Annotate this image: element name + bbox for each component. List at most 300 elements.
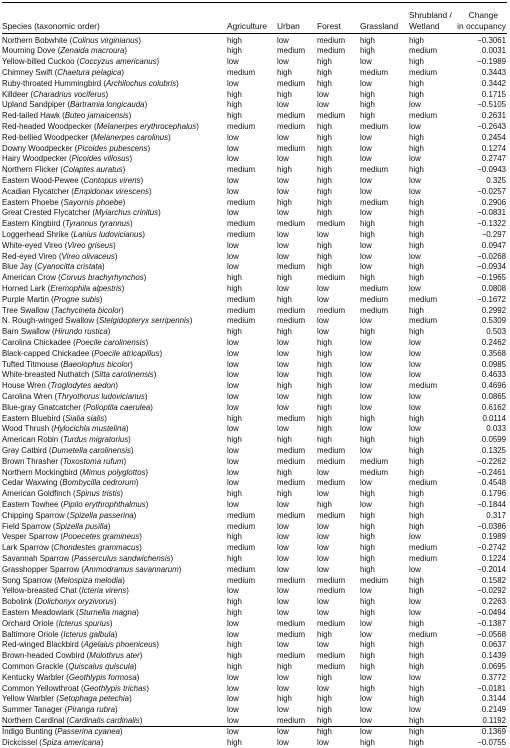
cell-change: 0.0031 [482,46,506,57]
cell-urban: medium [277,478,305,489]
species-name: Vesper Sparrow (Pooecetes gramineus) [2,532,142,543]
cell-grassland: high [360,522,375,533]
table-row [0,295,510,306]
scientific-name: Stelgidopteryx serripennis [99,316,190,325]
cell-agriculture: high [227,554,242,565]
cell-grassland: medium [360,306,388,317]
table-row [0,673,510,684]
scientific-name: Melospiza melodia [57,576,122,585]
scientific-name: Bartramia longicauda [70,100,145,109]
cell-urban: low [277,154,289,165]
cell-agriculture: high [227,46,242,57]
table-row [0,424,510,435]
cell-change: 0.1989 [482,532,506,543]
cell-agriculture: high [227,414,242,425]
scientific-name: Baeolophus bicolor [63,360,130,369]
common-name: Eastern Bluebird [2,414,60,423]
common-name: Orchard Oriole [2,619,54,628]
table-row [0,500,510,511]
cell-urban: low [277,727,289,738]
cell-agriculture: low [227,262,239,273]
species-name: Savannah Sparrow (Passerculus sandwichensis) [2,554,173,565]
cell-grassland: low [360,586,372,597]
table-row [0,684,510,695]
cell-shrubland-wetland: low [409,284,421,295]
scientific-name: Cardinalis cardinalis [69,716,140,725]
table-row [0,468,510,479]
cell-grassland: low [360,252,372,263]
cell-agriculture: low [227,684,239,695]
cell-change: 0.3442 [482,79,506,90]
cell-urban: low [277,554,289,565]
common-name: N. Rough-winged Swallow [2,316,94,325]
common-name: Wood Thrush [2,424,49,433]
cell-change: −0.2643 [477,122,506,133]
cell-urban: low [277,673,289,684]
common-name: Black-capped Chickadee [2,349,89,358]
cell-urban: low [277,705,289,716]
table-row [0,554,510,565]
header-change: Change [469,10,498,20]
cell-urban: low [277,543,289,554]
cell-shrubland-wetland: high [409,435,424,446]
scientific-name: Picoides pubescens [77,144,147,153]
cell-change: 0.2906 [482,198,506,209]
cell-grassland: high [360,230,375,241]
common-name: Kentucky Warbler [2,673,64,682]
cell-forest: high [317,262,332,273]
cell-forest: medium [317,219,345,230]
cell-grassland: low [360,381,372,392]
cell-shrubland-wetland: medium [409,316,437,327]
cell-forest: medium [317,511,345,522]
species-name: Brown-headed Cowbird (Molothrus ater) [2,651,142,662]
species-name: Bobolink (Dolichonyx oryzivorus) [2,597,117,608]
cell-grassland: low [360,424,372,435]
cell-shrubland-wetland: high [409,586,424,597]
cell-shrubland-wetland: low [409,122,421,133]
cell-urban: medium [277,414,305,425]
cell-forest: medium [317,576,345,587]
table-row [0,727,510,738]
cell-urban: medium [277,511,305,522]
scientific-name: Sayornis phoebe [63,198,122,207]
common-name: Red-winged Blackbird [2,640,79,649]
cell-agriculture: low [227,338,239,349]
cell-agriculture: medium [227,522,255,533]
scientific-name: Sitta carolinensis [94,370,154,379]
species-name: Blue-gray Gnatcatcher (Polioptila caerulea) [2,403,153,414]
cell-agriculture: low [227,381,239,392]
species-name: Eastern Wood-Pewee (Contopus virens) [2,176,143,187]
cell-shrubland-wetland: high [409,219,424,230]
species-name: Chipping Sparrow (Spizella passerina) [2,511,136,522]
cell-shrubland-wetland: medium [409,46,437,57]
cell-grassland: low [360,673,372,684]
cell-urban: medium [277,306,305,317]
cell-shrubland-wetland: medium [409,630,437,641]
table-row [0,532,510,543]
cell-shrubland-wetland: high [409,457,424,468]
cell-change: 0.033 [486,424,506,435]
cell-grassland: low [360,694,372,705]
scientific-name: Sturnella magna [79,608,136,617]
cell-grassland: high [360,684,375,695]
cell-change: 0.325 [486,176,506,187]
cell-agriculture: low [227,500,239,511]
cell-change: 0.4633 [482,370,506,381]
cell-forest: high [317,424,332,435]
cell-grassland: high [360,489,375,500]
cell-agriculture: medium [227,198,255,209]
scientific-name: Passerina cyanea [57,727,120,736]
species-name: Purple Martin (Progne subis) [2,295,102,306]
species-name: Tree Swallow (Tachycineta bicolor) [2,306,124,317]
cell-urban: high [277,90,292,101]
common-name: Baltimore Oriole [2,630,59,639]
cell-grassland: low [360,446,372,457]
cell-forest: high [317,241,332,252]
cell-shrubland-wetland: high [409,165,424,176]
cell-change: 0.3772 [482,673,506,684]
cell-change: 0.2149 [482,705,506,716]
cell-change: 0.2992 [482,306,506,317]
scientific-name: Mimus polyglottos [82,468,145,477]
scientific-name: Tachycineta bicolor [54,306,121,315]
cell-urban: medium [277,111,305,122]
cell-forest: medium [317,586,345,597]
cell-urban: low [277,403,289,414]
cell-shrubland-wetland: high [409,90,424,101]
species-name: Eastern Towhee (Pipilo erythrophthalmus) [2,500,148,511]
table-row [0,252,510,263]
cell-agriculture: medium [227,316,255,327]
species-name: Northern Flicker (Colaptes auratus) [2,165,125,176]
species-name: House Wren (Troglodytes aedon) [2,381,118,392]
common-name: American Goldfinch [2,489,71,498]
cell-change: 0.4696 [482,381,506,392]
cell-grassland: high [360,414,375,425]
cell-urban: low [277,230,289,241]
table-row [0,176,510,187]
common-name: Red-headed Woodpecker [2,122,92,131]
species-name: Barn Swallow (Hirundo rustica) [2,327,110,338]
scientific-name: Sialia sialis [65,414,104,423]
common-name: Upland Sandpiper [2,100,65,109]
common-name: Lark Sparrow [2,543,49,552]
scientific-name: Buteo jamaicensis [65,111,129,120]
table-row [0,273,510,284]
cell-shrubland-wetland: high [409,694,424,705]
cell-grassland: low [360,370,372,381]
cell-forest: low [317,489,329,500]
scientific-name: Molothrus ater [89,651,139,660]
cell-grassland: low [360,208,372,219]
common-name: Carolina Chickadee [2,338,71,347]
cell-change: −0.0386 [477,522,506,533]
cell-grassland: high [360,662,375,673]
cell-urban: medium [277,79,305,90]
cell-agriculture: low [227,619,239,630]
scientific-name: Poecile carolinensis [76,338,146,347]
cell-change: 0.1224 [482,554,506,565]
common-name: Northern Flicker [2,165,58,174]
cell-grassland: low [360,478,372,489]
cell-forest: medium [317,306,345,317]
cell-forest: medium [317,111,345,122]
cell-agriculture: high [227,597,242,608]
cell-forest: medium [317,46,345,57]
cell-agriculture: low [227,392,239,403]
cell-grassland: low [360,187,372,198]
cell-urban: high [277,489,292,500]
cell-forest: low [317,738,329,748]
table-row [0,111,510,122]
cell-agriculture: high [227,662,242,673]
species-name: Black-capped Chickadee (Poecile atricapillus) [2,349,162,360]
cell-agriculture: high [227,608,242,619]
table-row [0,392,510,403]
scientific-name: Dumetella carolinensis [52,446,131,455]
cell-grassland: medium [360,295,388,306]
cell-change: 0.1439 [482,651,506,662]
cell-grassland: medium [360,68,388,79]
cell-change: 0.0637 [482,640,506,651]
cell-shrubland-wetland: low [409,392,421,403]
cell-forest: low [317,327,329,338]
common-name: Chipping Sparrow [2,511,65,520]
common-name: Savannah Sparrow [2,554,69,563]
cell-urban: low [277,500,289,511]
scientific-name: Melanerpes carolinus [93,133,168,142]
scientific-name: Troglodytes aedon [51,381,116,390]
cell-agriculture: low [227,144,239,155]
cell-grassland: high [360,543,375,554]
cell-forest: low [317,468,329,479]
cell-shrubland-wetland: high [409,446,424,457]
cell-forest: high [317,694,332,705]
cell-grassland: low [360,727,372,738]
cell-agriculture: high [227,651,242,662]
cell-grassland: low [360,176,372,187]
species-name: Kentucky Warbler (Geothlypis formosa) [2,673,139,684]
cell-urban: low [277,360,289,371]
species-name: Carolina Chickadee (Poecile carolinensis) [2,338,148,349]
common-name: Tufted Titmouse [2,360,58,369]
cell-agriculture: medium [227,230,255,241]
table-row [0,198,510,209]
table-row [0,651,510,662]
cell-change: −0.2262 [477,457,506,468]
table-row [0,306,510,317]
cell-agriculture: high [227,640,242,651]
cell-forest: high [317,435,332,446]
table-row [0,565,510,576]
table-row [0,381,510,392]
species-name: Grasshopper Sparrow (Ammodramus savannarum) [2,565,181,576]
table-row [0,403,510,414]
cell-shrubland-wetland: high [409,273,424,284]
species-name: N. Rough-winged Swallow (Stelgidopteryx serripennis) [2,316,192,327]
cell-shrubland-wetland: high [409,640,424,651]
cell-agriculture: low [227,208,239,219]
cell-agriculture: low [227,630,239,641]
cell-urban: medium [277,651,305,662]
table-row [0,705,510,716]
cell-change: −0.1322 [477,219,506,230]
species-name: American Robin (Turdus migratorius) [2,435,131,446]
species-name: Red-winged Blackbird (Agelaius phoeniceus) [2,640,159,651]
cell-forest: low [317,90,329,101]
cell-change: 0.1325 [482,446,506,457]
species-name: American Crow (Corvus brachyrhynchos) [2,273,146,284]
table-row [0,100,510,111]
cell-change: 0.2263 [482,597,506,608]
cell-urban: low [277,208,289,219]
scientific-name: Colinus virginianus [72,36,138,45]
species-name: Summer Tanager (Piranga rubra) [2,705,118,716]
table-bottom-rule [2,726,507,727]
cell-grassland: high [360,608,375,619]
cell-grassland: high [360,597,375,608]
cell-shrubland-wetland: high [409,576,424,587]
cell-shrubland-wetland: low [409,360,421,371]
common-name: Blue Jay [2,262,32,271]
cell-urban: low [277,252,289,263]
cell-forest: low [317,608,329,619]
species-name: Loggerhead Shrike (Lanius ludovicianus) [2,230,145,241]
cell-urban: medium [277,457,305,468]
scientific-name: Spiza americana [42,738,101,747]
cell-urban: low [277,586,289,597]
scientific-name: Geothlypis trichas [84,684,147,693]
cell-forest: low [317,640,329,651]
cell-shrubland-wetland: medium [409,543,437,554]
table-row [0,90,510,101]
species-name: Field Sparrow (Spizella pusilla) [2,522,110,533]
cell-forest: high [317,133,332,144]
cell-shrubland-wetland: high [409,651,424,662]
cell-shrubland-wetland: high [409,468,424,479]
cell-change: −0.1965 [477,273,506,284]
cell-change: −0.0292 [477,586,506,597]
cell-agriculture: high [227,532,242,543]
species-name: Chimney Swift (Chaetura pelagica) [2,68,124,79]
cell-shrubland-wetland: medium [409,478,437,489]
cell-forest: low [317,597,329,608]
cell-forest: medium [317,651,345,662]
cell-change: −0.0568 [477,630,506,641]
header-species: Species (taxonomic order) [2,21,100,31]
cell-agriculture: low [227,478,239,489]
common-name: Eastern Wood-Pewee [2,176,79,185]
species-name: Blue Jay (Cyanocitta cristata) [2,262,105,273]
cell-grassland: low [360,338,372,349]
common-name: Cedar Waxwing [2,478,57,487]
cell-forest: high [317,122,332,133]
cell-urban: low [277,241,289,252]
cell-grassland: high [360,36,375,47]
cell-shrubland-wetland: high [409,327,424,338]
scientific-name: Icterus galbula [63,630,114,639]
cell-urban: low [277,532,289,543]
cell-forest: low [317,684,329,695]
cell-agriculture: medium [227,306,255,317]
common-name: Eastern Meadowlark [2,608,74,617]
table-row [0,241,510,252]
species-name: Northern Cardinal (Cardinalis cardinalis) [2,716,142,727]
cell-agriculture: high [227,111,242,122]
cell-agriculture: low [227,241,239,252]
common-name: Ruby-throated Hummingbird [2,79,101,88]
cell-grassland: high [360,111,375,122]
common-name: Acadian Flycatcher [2,187,69,196]
cell-forest: low [317,565,329,576]
common-name: Eastern Kingbird [2,219,60,228]
species-name: Indigo Bunting (Passerina cyanea) [2,727,123,738]
cell-agriculture: low [227,57,239,68]
table-row [0,694,510,705]
common-name: Northern Cardinal [2,716,64,725]
table-row [0,619,510,630]
cell-agriculture: high [227,90,242,101]
common-name: Hairy Woodpecker [2,154,67,163]
common-name: Yellow Warbler [2,694,54,703]
header-shrubland: Shrubland / [409,10,452,20]
table-row [0,68,510,79]
cell-change: 0.3443 [482,68,506,79]
species-name: Cedar Waxwing (Bombycilla cedrorum) [2,478,139,489]
cell-urban: high [277,68,292,79]
common-name: Great Crested Flycatcher [2,208,90,217]
table-row [0,576,510,587]
table-row [0,522,510,533]
cell-urban: medium [277,144,305,155]
cell-shrubland-wetland: high [409,727,424,738]
cell-shrubland-wetland: high [409,738,424,748]
cell-forest: low [317,284,329,295]
cell-shrubland-wetland: low [409,338,421,349]
header-urban: Urban [277,21,300,31]
cell-agriculture: low [227,133,239,144]
cell-urban: low [277,392,289,403]
cell-urban: low [277,522,289,533]
cell-change: −0.0755 [477,738,506,748]
cell-agriculture: low [227,705,239,716]
cell-forest: high [317,392,332,403]
cell-change: 0.2747 [482,154,506,165]
common-name: Carolina Wren [2,392,52,401]
cell-forest: medium [317,478,345,489]
scientific-name: Piranga rubra [67,705,115,714]
cell-agriculture: high [227,327,242,338]
table-row [0,230,510,241]
common-name: Barn Swallow [2,327,50,336]
species-name: Brown Thrasher (Toxostoma rufum) [2,457,126,468]
cell-urban: high [277,165,292,176]
cell-grassland: high [360,554,375,565]
common-name: Dickcissel [2,738,37,747]
scientific-name: Spizella passerina [70,511,134,520]
table-row [0,640,510,651]
cell-shrubland-wetland: low [409,100,421,111]
species-name: Red-bellied Woodpecker (Melanerpes carolinus) [2,133,171,144]
header-forest: Forest [317,21,341,31]
cell-urban: low [277,684,289,695]
common-name: American Crow [2,273,56,282]
table-row [0,262,510,273]
cell-agriculture: medium [227,68,255,79]
